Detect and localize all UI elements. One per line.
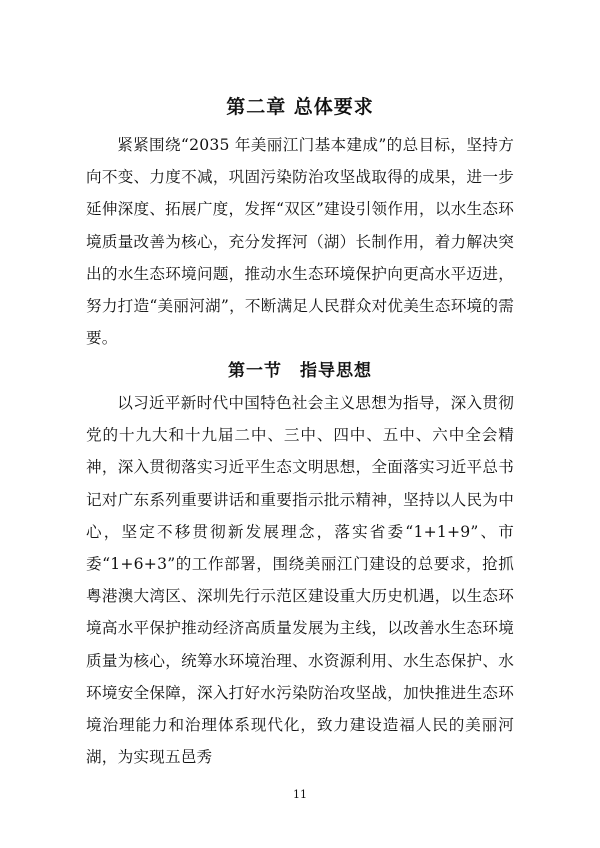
page-number: 11 (293, 788, 307, 801)
chapter-paragraph: 紧紧围绕“2035 年美丽江门基本建成”的总目标，坚持方向不变、力度不减，巩固污染防治攻坚战取得的成果，进一步延伸深度、拓展广度，发挥“双区”建设引领作用，以水生态环境质量改善为核心，充分发挥河（湖）长制作用，着力解决突出的水生态环境问题，推动水生态环境保护向更高水平迈进，努力打造“美丽河湖”，不断满足人民群众对优美生态环境的需要。 (86, 136, 514, 348)
section-title: 第一节 指导思想 (228, 361, 372, 381)
chapter-title: 第二章 总体要求 (226, 96, 374, 118)
section-paragraph: 以习近平新时代中国特色社会主义思想为指导，深入贯彻党的十九大和十九届二中、三中、四中、五中、六中全会精神，深入贯彻落实习近平生态文明思想，全面落实习近平总书记对广东系列重要讲话和重要指示批示精神，坚持以人民为中心，坚定不移贯彻新发展理念，落实省委“1+1+9”、市委“1+6+3”的工作部署，围绕美丽江门建设的总要求，抢抓粤港澳大湾区、深圳先行示范区建设重大历史机遇，以生态环境高水平保护推动经济高质量发展为主线，以改善水生态环境质量为核心，统筹水环境治理、水资源利用、水生态保护、水环境安全保障，深入打好水污染防治攻坚战，加快推进生态环境治理能力和治理体系现代化，致力建设造福人民的美丽河湖，为实现五邑秀 (86, 394, 514, 767)
